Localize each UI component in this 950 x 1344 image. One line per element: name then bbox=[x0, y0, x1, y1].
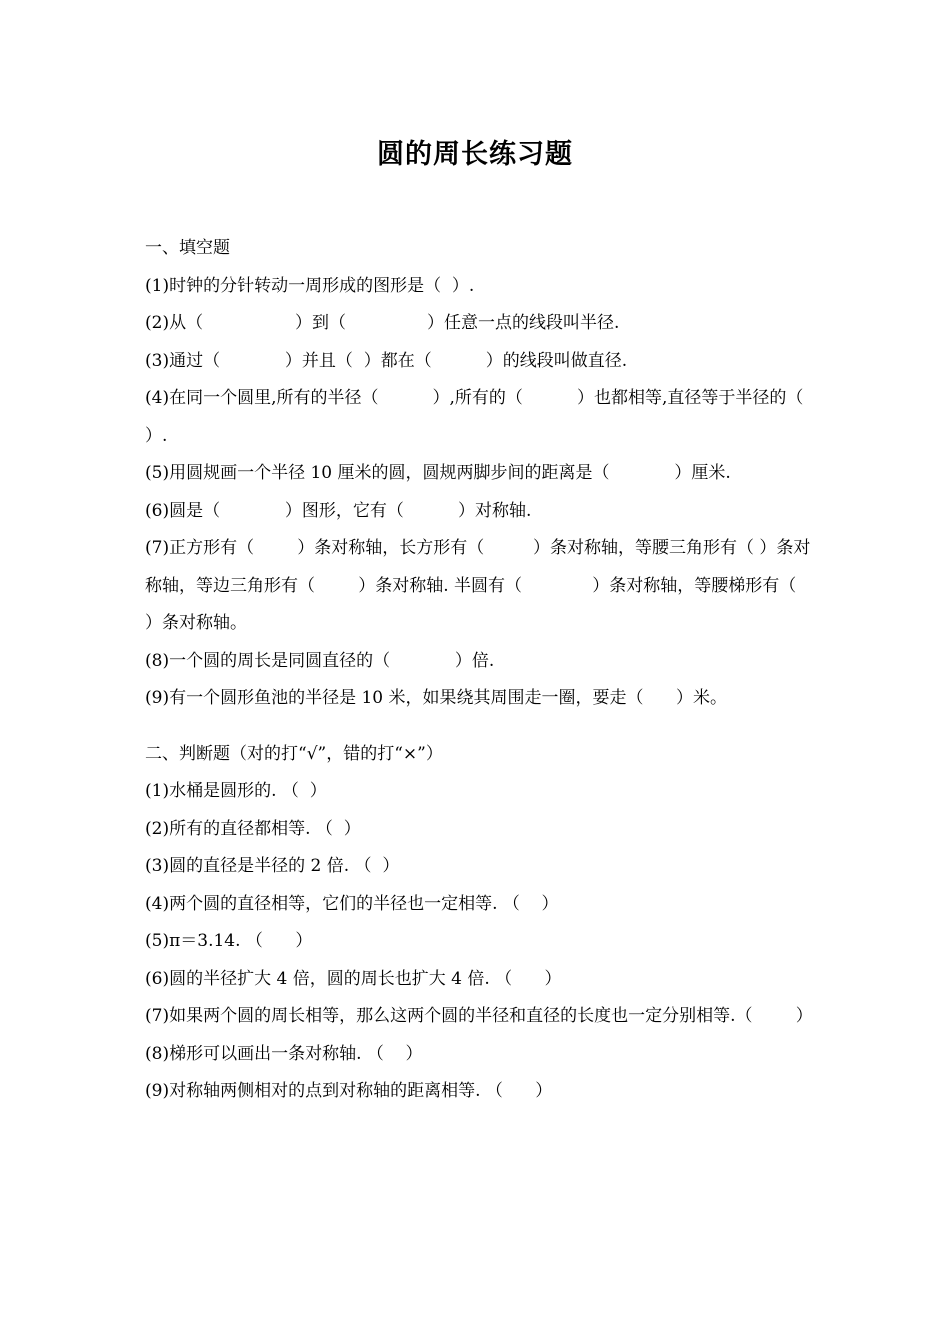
question-fill-2: (2)从（ ）到（ ）任意一点的线段叫半径. bbox=[145, 313, 620, 333]
question-judge-1: (1)水桶是圆形的. （ ） bbox=[145, 781, 327, 801]
question-judge-2: (2)所有的直径都相等. （ ） bbox=[145, 818, 361, 839]
question-judge-4: (4)两个圆的直径相等，它们的半径也一定相等. （ ） bbox=[145, 893, 559, 914]
question-fill-9: (9)有一个圆形鱼池的半径是 10 米，如果绕其周围走一圈，要走（ ）米。 bbox=[145, 688, 727, 708]
question-judge-7: (7)如果两个圆的周长相等，那么这两个圆的半径和直径的长度也一定分别相等.（ ） bbox=[145, 1006, 813, 1026]
question-fill-8: (8)一个圆的周长是同圆直径的（ ）倍. bbox=[145, 650, 495, 671]
question-fill-5: (5)用圆规画一个半径 10 厘米的圆，圆规两脚步间的距离是（ ）厘米. bbox=[145, 463, 731, 483]
section-spacer bbox=[145, 718, 820, 736]
page-title: 圆的周长练习题 bbox=[377, 139, 573, 170]
question-fill-1: (1)时钟的分针转动一周形成的图形是（ ）. bbox=[145, 275, 475, 296]
question-fill-6: (6)圆是（ ）图形，它有（ ）对称轴. bbox=[145, 500, 532, 521]
question-fill-3: (3)通过（ ）并且（ ）都在（ ）的线段叫做直径. bbox=[145, 350, 628, 371]
question-judge-9: (9)对称轴两侧相对的点到对称轴的距离相等. （ ） bbox=[145, 1081, 553, 1101]
section-heading-fill-blank: 一、填空题 bbox=[145, 238, 230, 258]
question-fill-4: (4)在同一个圆里,所有的半径（ ）,所有的（ ）也都相等,直径等于半径的（ ）. bbox=[145, 388, 869, 446]
question-judge-8: (8)梯形可以画出一条对称轴. （ ） bbox=[145, 1043, 423, 1064]
worksheet-content bbox=[145, 230, 869, 1111]
question-judge-3: (3)圆的直径是半径的 2 倍. （ ） bbox=[145, 856, 400, 876]
section-heading-true-false: 二、判断题（对的打“√”，错的打“×”） bbox=[145, 743, 443, 764]
question-judge-5: (5)π＝3.14. （ ） bbox=[145, 931, 313, 951]
question-fill-7: (7)正方形有（ ）条对称轴，长方形有（ ）条对称轴，等腰三角形有（ ）条对称轴，等边三角形有（ ）条对称轴. 半圆有（ ）条对称轴，等腰梯形有（ ）条对称轴。 bbox=[145, 538, 845, 633]
question-judge-6: (6)圆的半径扩大 4 倍，圆的周长也扩大 4 倍. （ ） bbox=[145, 968, 562, 989]
